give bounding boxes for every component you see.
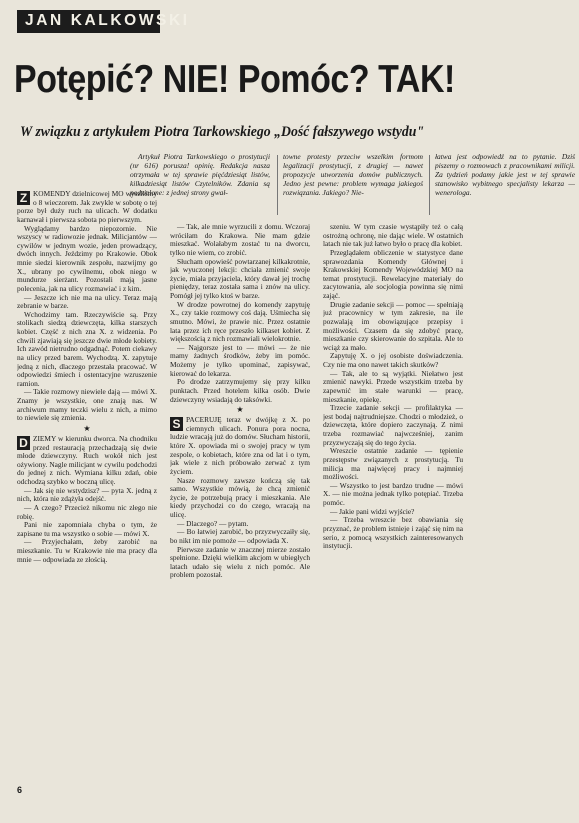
drop-cap: Z (17, 191, 30, 205)
editorial-note-col2: towne protesty przeciw wszelkim formom legalizacji prostytucji, z drugiej — nawet propozycje utworzenia domów publicznych. Jedno jest pewne: problem wymaga jakiegoś rozwiązania. Jakiego? Nie- (283, 152, 423, 198)
editorial-note-col3: łatwa jest odpowiedź na to pytanie. Dziś piszemy o rozmowach z pracownikami milicji. Za tydzień podamy jakie jest w tej sprawie stanowisko wybitnego specjalisty lekarza — wenerologa. (435, 152, 575, 198)
article-paragraph: — Jeszcze ich nie ma na ulicy. Teraz mają zebranie w barze. (17, 292, 157, 311)
section-separator: ★ (236, 405, 244, 415)
article-paragraph: D ZIEMY w kierunku dworca. Na chodniku przed restauracją przechadzają się dwie młode dziewczyny. Ruch wokół nich jest ożywiony. Nagle milicjant w cywilu podchodzi do jednej z nich. Wymiana kilku zdań, obie odchodzą szybko w boczną ulicę. (17, 433, 157, 486)
article-paragraph: Pierwsze zadanie w znacznej mierze zostało spełnione. Dzięki wielkim akcjom w ubiegłych latach udało się wielu z nich pomóc. Ale problem pozostał. (170, 544, 310, 580)
editorial-note-col1: Artykuł Piotra Tarkowskiego o prostytucji (nr 616) porusza! opinię. Redakcja nasza otrzymała w tej sprawie pięćdziesiąt listów, kilkadziesiąt listów Czytelników. Zdania są podzielone: z jednej strony gwał- (130, 152, 270, 198)
article-paragraph: — Wszystko to jest bardzo trudne — mówi X. — nie można jednak tylko potępiać. Trzeba pomóc. (323, 480, 463, 507)
editorial-rule (277, 155, 278, 215)
article-paragraph: Po drodze zatrzymujemy się przy kilku punktach. Przed hotelem kilka osób. Dwie dziewczyny wsiadają do taksówki. (170, 377, 310, 404)
article-paragraph: Nasze rozmowy zawsze kończą się tak samo. Wszystkie mówią, że chcą zmienić życie, że potrzebują pracy i mieszkania. Ale kiedy przychodzi co do czego, wracają na ulicę. (170, 475, 310, 519)
article-paragraph: Wreszcie ostatnie zadanie — tępienie przestępstw związanych z prostytucją. Tu milicja ma najwięcej pracy i najmniej możliwości. (323, 446, 463, 482)
author-name: JAN KALKOWSKI (25, 12, 190, 29)
article-paragraph: szeniu. W tym czasie wystąpiły też o całą ostrożną ochronę, nie dając wiele. W ostatnich latach nie tak już łatwo było o pracę dla kobiet. (323, 223, 463, 249)
drop-cap: D (17, 436, 30, 450)
article-paragraph: — Trzeba wreszcie bez obawiania się przyznać, że problem istnieje i zająć się nim na serio, z pomocą wszystkich zainteresowanych instytucji. (323, 515, 463, 551)
article-paragraph: S PACERUJĘ teraz w dwójkę z X. po ciemnych ulicach. Ponura pora nocna, ludzie wracają już do domów. Słucham historii, które X. opowiada mi o swojej pracy w tym zespole, o kobietach, które zna od lat i o tym, jak wiele z nich próbowało zerwać z tym życiem. (170, 415, 310, 476)
author-label (17, 10, 190, 33)
drop-cap: S (170, 417, 183, 431)
article-column-1 (17, 190, 157, 790)
article-paragraph: — Tak, ale mnie wyrzucili z domu. Wczoraj wróciłam do Krakowa. Nie mam gdzie mieszkać. Wolałabym zostać tu na dworcu, tylko nie wiem, co zrobić. (170, 223, 310, 257)
article-paragraph: — Dlaczego? — pytam. (177, 518, 249, 528)
article-paragraph: W drodze powrotnej do komendy zapytuję X., czy takie rozmowy coś dają. Uśmiecha się smutno. Mówi, że prawie nic. Przez ostatnie lata przez ich ręce przeszło kilkaset kobiet. Z większością z nich rozmawiali wielokrotnie. (170, 299, 310, 344)
article-paragraph: Trzecie zadanie sekcji — profilaktyka — jest bodaj najtrudniejsze. Chodzi o młodzież, o dziewczęta, które dopiero zaczynają. Z nimi trzeba rozmawiać najwcześniej, zanim przyzwyczają się do tego życia. (323, 403, 463, 447)
article-paragraph: Wyglądamy bardzo niepozornie. Nie wszyscy w radiowozie jednak. Milicjantów — cywilów w jednym wozie, jeden prowadzący, dwóch innych. Jeździmy po Krakowie. Obok mnie siedzi kierownik zespołu, nazwijmy go X., ubrany po cywilnemu, obok niego w mundurze sierżant. Pozostali mają jasne polecenia, jak na ulicy rozmawiać i z kim. (17, 223, 157, 293)
article-paragraph: Zapytuję X. o jej osobiste doświadczenia. Czy nie ma ono nawet takich skutków? (323, 351, 463, 369)
article-paragraph: Drugie zadanie sekcji — pomoc — spełniają już pracownicy w tym zakresie, na ile pozwalają im obowiązujące przepisy i możliwości. Czasem da się zdobyć pracę, mieszkanie czy skierowanie do szpitala. Ale to wciąż za mało. (323, 299, 463, 352)
article-paragraph: — Najgorsze jest to — mówi — że nie mamy żadnych środków, żeby im pomóc. Możemy je tylko upominać, zapisywać, kierować do lekarza. (170, 342, 310, 378)
headline: Potępić? NIE! Pomóc? TAK! (14, 58, 455, 101)
article-paragraph: Wchodzimy tam. Rzeczywiście są. Przy stolikach siedzą dziewczęta, kilka starszych kobiet. Część z nich zna X. z widzenia. Po chwili zjawiają się jeszcze dwie młode kobiety. Ich zawód nietrudno odgadnąć. Potem ciekawy na ulicy przed barem. Wychodzą. X. zapytuje jedną z nich, dlaczego przestała pracować. W odpowiedzi śmiech i ostentacyjne wzruszenie ramion. (17, 309, 157, 388)
article-paragraph: — Bo łatwiej zarobić, bo przyzwyczaiły się, bo nikt im nie pomoże — odpowiada X. (170, 527, 310, 545)
editorial-rule (429, 155, 430, 215)
article-paragraph: — A czego? Przecież nikomu nic złego nie robię. (17, 502, 157, 521)
article-paragraph: Pani nie zapomniała chyba o tym, że zapisane tu ma wszystko o sobie — mówi X. (17, 520, 157, 538)
article-paragraph: Przeglądałem obliczenie w statystyce dane sprawozdania Komendy Głównej i Krakowskiej Komendy Wojewódzkiej MO na temat prostytucji. Rewelacyjne materiały do zacytowania, ale socjologia powinna się nimi zająć. (323, 247, 463, 300)
article-paragraph: Z KOMENDY dzielnicowej MO wyszliśmy o 8 wieczorem. Jak zwykle w sobotę o tej porze był duży ruch na ulicach. W dodatku karnawał i pierwsza sobota po pierwszym. (17, 190, 157, 224)
article-paragraph: — Takie rozmowy niewiele dają — mówi X. Znamy je wszystkie, one znają nas. W archiwum mamy teczki wielu z nich, a mimo to niewiele się zmienia. (17, 387, 157, 423)
article-paragraph: Słucham opowieść powtarzanej kilkakrotnie, jak wyuczonej lekcji: chciała zmienić swoje życie, miała przyjaciela, który dawał jej trochę pieniędzy, teraz została sama i znów na ulicy. Pomógł jej tylko ktoś w barze. (170, 256, 310, 300)
subheading: W związku z artykułem Piotra Tarkowskiego „Dość fałszywego wstydu" (20, 124, 425, 140)
article-paragraph: — Jak się nie wstydzisz? — pyta X. jedną z nich, która nie zdążyła odejść. (17, 485, 157, 504)
article-column-3 (323, 223, 463, 823)
article-paragraph: — Przyjechałam, żeby zarobić na mieszkanie. Tu w Krakowie nie ma pracy dla mnie — odpowiada ze złością. (17, 537, 157, 564)
page-number: 6 (17, 785, 23, 795)
section-separator: ★ (83, 423, 91, 433)
article-paragraph: — Jakie pani widzi wyjście? (330, 506, 415, 516)
article-column-2 (170, 223, 310, 823)
article-paragraph: — Tak, ale to są wyjątki. Niełatwo jest zmienić nawyki. Przede wszystkim trzeba by zapewnić im stałe warunki — pracę, mieszkanie, opiekę. (323, 368, 463, 404)
